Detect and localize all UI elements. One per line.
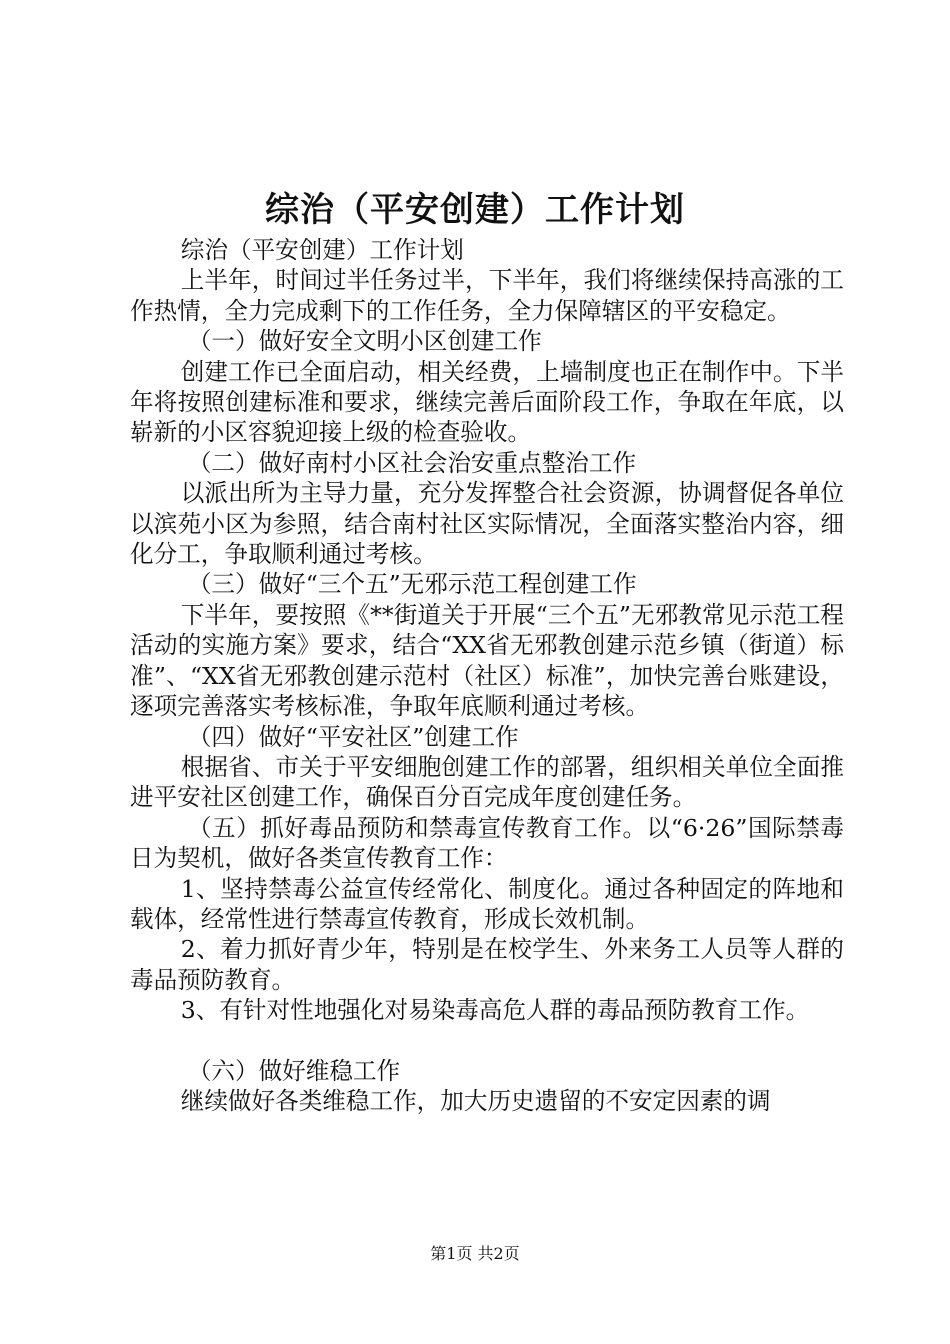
section-heading-1: （一）做好安全文明小区创建工作 <box>187 327 542 356</box>
paragraph-section-4: 根据省、市关于平安细胞创建工作的部署，组织相关单位全面推进平安社区创建工作，确保百分百完成年度创建任务。 <box>130 752 844 812</box>
section-heading-3: （三）做好“三个五”无邪示范工程创建工作 <box>187 570 637 599</box>
document-body <box>130 235 844 1116</box>
section-heading-2: （二）做好南村小区社会治安重点整治工作 <box>187 448 637 477</box>
list-item-3: 3、有针对性地强化对易染毒高危人群的毒品预防教育工作。 <box>180 996 810 1025</box>
paragraph-gap <box>130 1026 844 1056</box>
section-heading-6: （六）做好维稳工作 <box>187 1056 401 1085</box>
list-item-2: 2、着力抓好青少年，特别是在校学生、外来务工人员等人群的毒品预防教育。 <box>130 935 844 994</box>
page-footer: 第1页 共2页 <box>430 1244 520 1263</box>
paragraph-section-6: 继续做好各类维稳工作，加大历史遗留的不安定因素的调 <box>180 1086 771 1115</box>
paragraph-intro: 上半年，时间过半任务过半，下半年，我们将继续保持高涨的工作热情，全力完成剩下的工作任务，全力保障辖区的平安稳定。 <box>130 266 844 325</box>
section-heading-5: （五）抓好毒品预防和禁毒宣传教育工作。以“6·26”国际禁毒日为契机，做好各类宣传教育工作： <box>130 813 844 873</box>
paragraph-section-3: 下半年，要按照《**街道关于开展“三个五”无邪教常见示范工程活动的实施方案》要求，结合“XX省无邪教创建示范乡镇（街道）标准”、“XX省无邪教创建示范村（社区）标准”，加快完善台账建设，逐项完善落实考核标准，争取年底顺利通过考核。 <box>130 600 844 721</box>
document-title: 综治（平安创建）工作计划 <box>265 190 685 230</box>
list-item-1: 1、坚持禁毒公益宣传经常化、制度化。通过各种固定的阵地和载体，经常性进行禁毒宣传教育，形成长效机制。 <box>130 874 844 933</box>
section-heading-4: （四）做好“平安社区”创建工作 <box>187 722 519 751</box>
paragraph-section-1: 创建工作已全面启动，相关经费，上墙制度也正在制作中。下半年将按照创建标准和要求，继续完善后面阶段工作，争取在年底，以崭新的小区容貌迎接上级的检查验收。 <box>130 357 844 447</box>
paragraph-section-2: 以派出所为主导力量，充分发挥整合社会资源，协调督促各单位以滨苑小区为参照，结合南村社区实际情况，全面落实整治内容，细化分工，争取顺利通过考核。 <box>130 479 844 569</box>
paragraph-subtitle: 综治（平安创建）工作计划 <box>180 236 464 264</box>
